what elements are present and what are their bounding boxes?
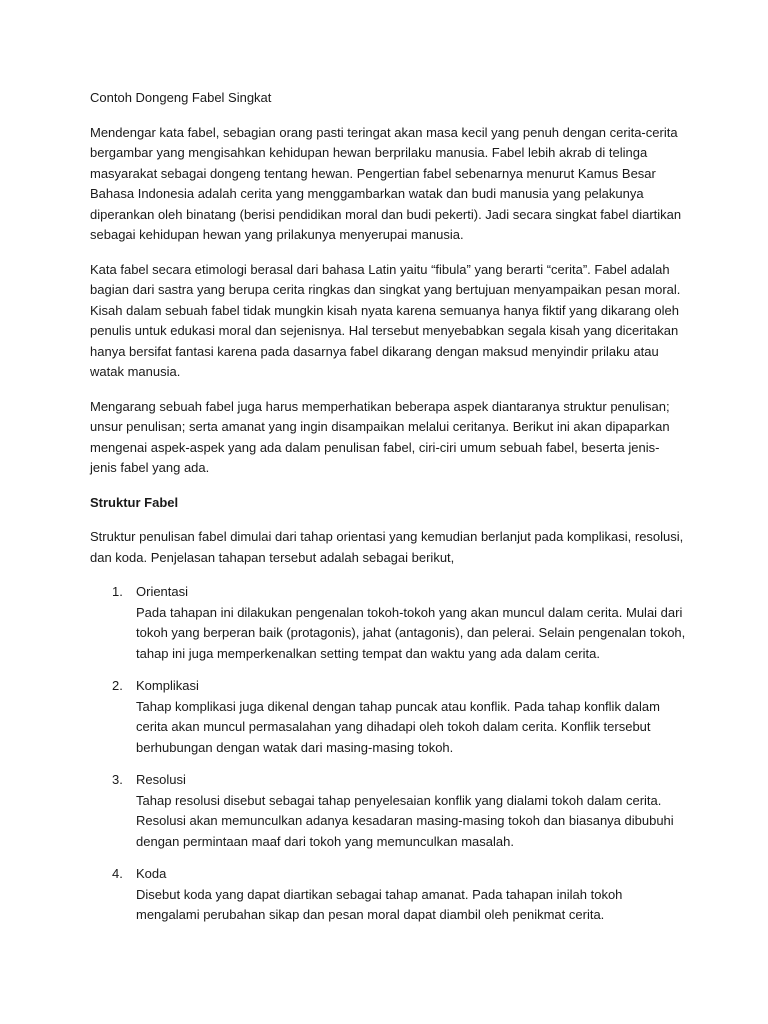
list-item-title: Koda (136, 866, 167, 881)
list-item-number: 1. (112, 584, 123, 599)
document-page (90, 88, 686, 938)
list-item-number: 4. (112, 866, 123, 881)
section-heading: Struktur Fabel (90, 494, 179, 510)
list-item (90, 676, 686, 758)
paragraph-aspects: Mengarang sebuah fabel juga harus memperhatikan beberapa aspek diantaranya struktur penulisan; unsur penulisan; serta amanat yang ingin disampaikan melalui ceritanya. Berikut ini akan dipaparkan mengenai aspek-aspek yang ada dalam penulisan fabel, ciri-ciri umum sebuah fabel, beserta jenis-jenis fabel yang ada. (90, 398, 670, 475)
list-item-number: 3. (112, 772, 123, 787)
list-item-text: Tahap resolusi disebut sebagai tahap penyelesaian konflik yang dialami tokoh dalam cerita. Resolusi akan memunculkan adanya kesadaran masing-masing tokoh dan biasanya dibubuhi dengan permintaan maaf dari tokoh yang memunculkan masalah. (136, 792, 674, 849)
section-intro: Struktur penulisan fabel dimulai dari tahap orientasi yang kemudian berlanjut pada komplikasi, resolusi, dan koda. Penjelasan tahapan tersebut adalah sebagai berikut, (90, 529, 684, 565)
list-item (90, 864, 686, 926)
list-item-title: Komplikasi (136, 678, 199, 693)
list-item-title: Orientasi (136, 584, 189, 599)
list-item-text: Disebut koda yang dapat diartikan sebagai tahap amanat. Pada tahapan inilah tokoh mengalami perubahan sikap dan pesan moral dapat diambil oleh penikmat cerita. (136, 886, 623, 922)
paragraph-etymology: Kata fabel secara etimologi berasal dari bahasa Latin yaitu “fibula” yang berarti “cerita”. Fabel adalah bagian dari sastra yang berupa cerita ringkas dan singkat yang bertujuan menyampaikan pesan moral. Kisah dalam sebuah fabel tidak mungkin kisah nyata karena semuanya hanya fiktif yang dikarang oleh penulis untuk edukasi moral dan sejenisnya. Hal tersebut menyebabkan segala kisah yang diceritakan hanya bersifat fantasi karena pada dasarnya fabel dikarang dengan maksud menyindir prilaku atau watak manusia. (90, 261, 681, 379)
structure-list (90, 582, 686, 926)
list-item-text: Tahap komplikasi juga dikenal dengan tahap puncak atau konflik. Pada tahap konflik dalam cerita akan muncul permasalahan yang dihadapi oleh tokoh dalam cerita. Konflik tersebut berhubungan dengan watak dari masing-masing tokoh. (136, 698, 660, 755)
list-item-text: Pada tahapan ini dilakukan pengenalan tokoh-tokoh yang akan muncul dalam cerita. Mulai dari tokoh yang berperan baik (protagonis), jahat (antagonis), dan pelerai. Selain pengenalan tokoh, tahap ini juga memperkenalkan setting tempat dan waktu yang ada dalam cerita. (136, 604, 686, 661)
list-item-number: 2. (112, 678, 123, 693)
paragraph-intro: Mendengar kata fabel, sebagian orang pasti teringat akan masa kecil yang penuh dengan cerita-cerita bergambar yang mengisahkan kehidupan hewan berprilaku manusia. Fabel lebih akrab di telinga masyarakat sebagai dongeng tentang hewan. Pengertian fabel sebenarnya menurut Kamus Besar Bahasa Indonesia adalah cerita yang menggambarkan watak dan budi manusia yang pelakunya diperankan oleh binatang (berisi pendidikan moral dan budi pekerti). Jadi secara singkat fabel diartikan sebagai kehidupan hewan yang prilakunya menyerupai manusia. (90, 124, 682, 242)
list-item-title: Resolusi (136, 772, 186, 787)
list-item (90, 770, 686, 852)
document-title: Contoh Dongeng Fabel Singkat (90, 90, 272, 105)
list-item (90, 582, 686, 664)
